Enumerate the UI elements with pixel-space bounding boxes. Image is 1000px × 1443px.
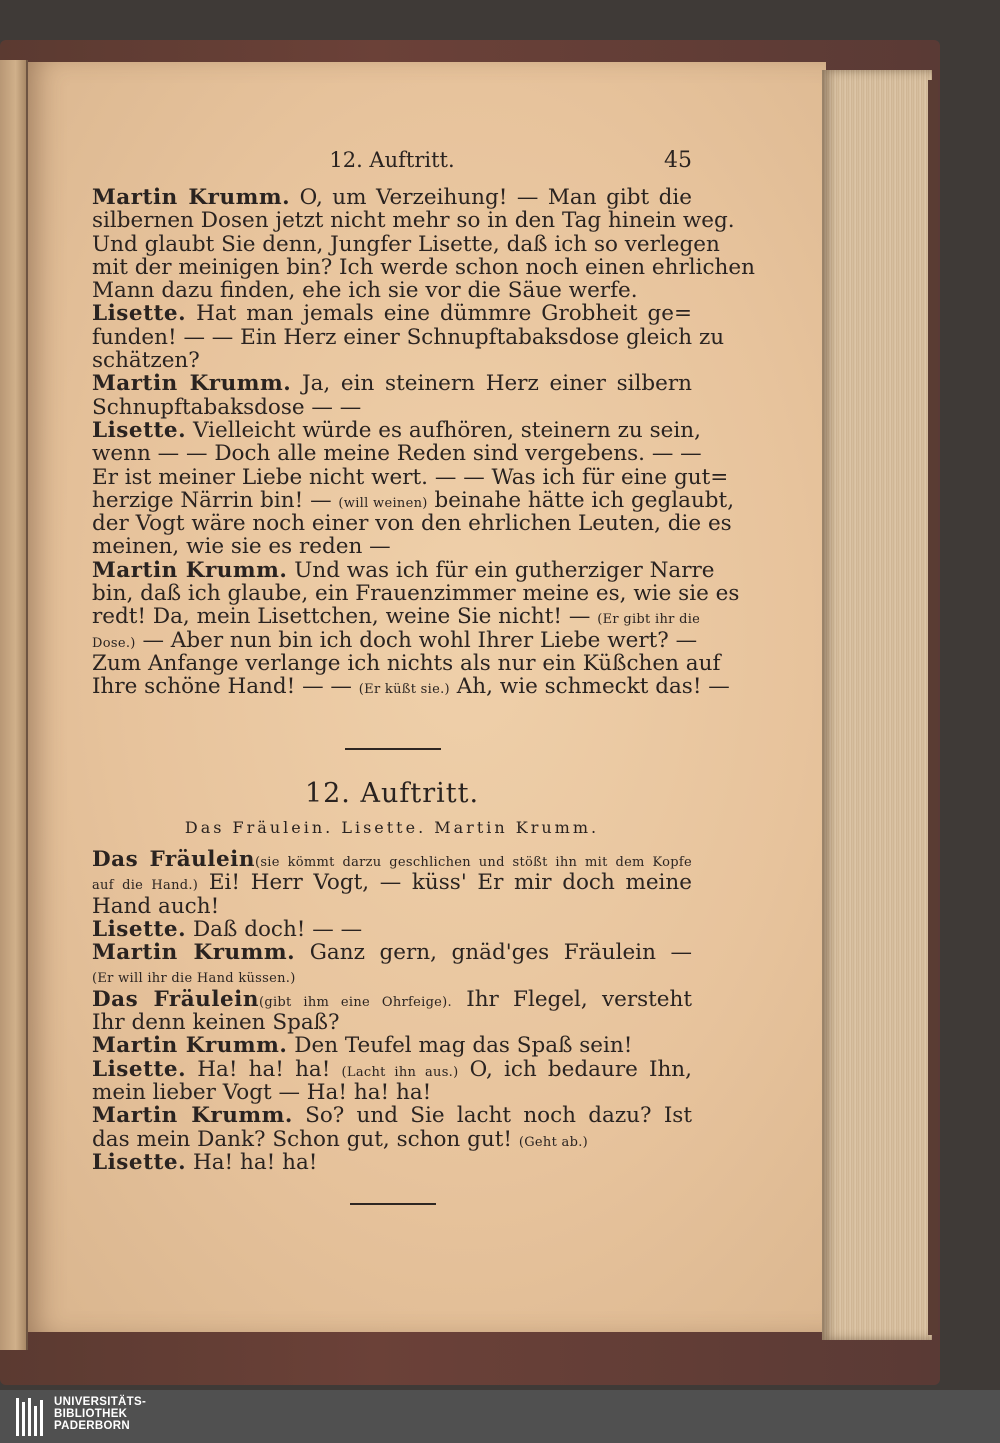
end-divider <box>350 1203 436 1205</box>
dialogue-block-1 <box>92 185 755 700</box>
text-line <box>92 487 735 513</box>
speaker-name: Das Fräulein <box>92 847 255 872</box>
line-text: funden! — — Ein Herz einer Schnupftabaksdose gleich zu <box>92 324 725 350</box>
text-line <box>92 372 692 395</box>
library-logo-icon <box>16 1398 46 1436</box>
footer-bar <box>0 1390 1000 1443</box>
cast-list: Das Fräulein. Lisette. Martin Krumm. <box>184 818 600 837</box>
text-line <box>92 1081 692 1104</box>
speaker-name: Martin Krumm. <box>92 557 288 583</box>
line-text: Ja, ein steinern Herz einer silbern <box>291 371 692 397</box>
text-line <box>92 464 729 490</box>
text-line <box>92 1011 692 1034</box>
text-line <box>92 895 692 918</box>
section-divider <box>345 748 441 750</box>
stage-direction: Dose.) <box>92 635 136 651</box>
text-line <box>92 627 698 653</box>
line-text: wenn — — Doch alle meine Reden sind vergebens. — — <box>92 441 702 467</box>
logo-line-2: BIBLIOTHEK <box>54 1408 128 1420</box>
speaker-name: Martin Krumm. <box>92 940 296 966</box>
stage-direction: (Er küßt sie.) <box>358 682 450 698</box>
line-text: beinahe hätte ich geglaubt, <box>434 487 735 513</box>
stage-direction: (Er will ihr die Hand küssen.) <box>92 971 296 987</box>
speaker-name: Lisette. <box>92 301 187 327</box>
line-text: mit der meinigen bin? Ich werde schon noch einen ehrlichen <box>92 254 755 280</box>
text-line <box>92 1128 692 1151</box>
text-line <box>92 396 692 419</box>
speaker-name: Das Fräulein <box>92 986 259 1012</box>
line-text: herzige Närrin bin! — <box>92 487 332 513</box>
text-line <box>92 441 702 467</box>
line-text: O, um Verzeihung! — Man gibt die <box>290 185 692 210</box>
line-text: Vielleicht würde es aufhören, steinern zu sein, <box>186 417 701 443</box>
text-line <box>92 324 725 350</box>
text-line <box>92 918 692 941</box>
library-logo-text <box>54 1396 146 1432</box>
stage-direction: auf die Hand.) <box>92 878 199 894</box>
text-line <box>92 650 721 676</box>
line-text: Ei! Herr Vogt, — küss' Er mir doch meine <box>208 870 692 896</box>
text-line <box>92 535 692 558</box>
speaker-name: Lisette. <box>92 916 187 942</box>
text-line <box>92 557 715 583</box>
speaker-name: Lisette. <box>92 1149 187 1175</box>
left-page-edge <box>0 60 28 1350</box>
line-text: Ihr Flegel, versteht <box>466 986 692 1012</box>
line-text: der Vogt wäre noch einer von den ehrlichen Leuten, die es <box>92 511 732 537</box>
logo-line-3: PADERBORN <box>54 1420 130 1432</box>
text-line <box>92 1151 692 1174</box>
text-line <box>92 1104 692 1127</box>
text-line <box>92 964 692 987</box>
line-text: Und glaubt Sie denn, Jungfer Lisette, daß ich so verlegen <box>92 231 720 257</box>
line-text: Schnupftabaksdose — — <box>92 394 362 420</box>
dialogue-block-2 <box>92 848 692 1174</box>
text-line <box>92 254 755 280</box>
text-line <box>92 604 701 630</box>
running-head <box>92 148 692 178</box>
text-line <box>92 941 692 964</box>
text-line <box>92 988 692 1011</box>
speaker-name: Martin Krumm. <box>92 1033 288 1059</box>
text-line <box>92 871 692 894</box>
line-text: redt! Da, mein Lisettchen, weine Sie nicht! — <box>92 604 591 630</box>
speaker-name: Martin Krumm. <box>92 1103 293 1129</box>
line-text: Daß doch! — — <box>186 916 363 942</box>
page-stack-edges <box>822 70 932 1340</box>
line-text: mein lieber Vogt — Ha! ha! ha! <box>92 1079 432 1105</box>
stage-direction: (gibt ihm eine Ohrfeige). <box>258 994 452 1010</box>
stage-direction: (Geht ab.) <box>518 1134 589 1150</box>
line-text: Ha! ha! ha! <box>186 1149 318 1175</box>
binding-edge <box>928 80 938 1335</box>
line-text: meinen, wie sie es reden — <box>92 534 391 560</box>
text-line <box>92 231 720 257</box>
line-text: Ganz gern, gnäd'ges Fräulein — <box>295 940 692 966</box>
text-line <box>92 279 692 302</box>
line-text: Ah, wie schmeckt das! — <box>456 674 730 700</box>
line-text: schätzen? <box>92 348 200 374</box>
line-text: Ihr denn keinen Spaß? <box>92 1010 340 1036</box>
stage-direction: (sie kömmt darzu geschlichen und stößt ihn mit dem Kopfe <box>254 855 693 870</box>
line-text: O, ich bedaure Ihn, <box>469 1056 692 1082</box>
text-line <box>92 848 692 871</box>
text-line <box>92 1034 692 1057</box>
line-text: bin, daß ich glaube, ein Frauenzimmer meine es, wie sie es <box>92 581 740 607</box>
text-line <box>92 417 701 443</box>
line-text: So? und Sie lacht noch dazu? Ist <box>292 1103 692 1129</box>
logo-line-1: UNIVERSITÄTS- <box>54 1396 147 1408</box>
scene-heading: 12. Auftritt. <box>304 778 480 809</box>
stage-direction: (will weinen) <box>338 495 428 511</box>
line-text: — Aber nun bin ich doch wohl Ihrer Liebe wert? — <box>142 627 698 653</box>
line-text: Und was ich für ein gutherziger Narre <box>287 557 715 583</box>
line-text: Hand auch! <box>92 893 220 919</box>
running-title: 12. Auftritt. <box>329 148 455 172</box>
line-text: Hat man jemals eine dümmre Grobheit ge= <box>186 301 692 327</box>
speaker-name: Martin Krumm. <box>92 185 291 210</box>
line-text: Er ist meiner Liebe nicht wert. — — Was ich für eine gut= <box>92 464 729 490</box>
line-text: Ha! ha! ha! <box>186 1056 331 1082</box>
line-text: das mein Dank? Schon gut, schon gut! <box>92 1126 513 1152</box>
text-line <box>92 208 735 234</box>
stage-direction: (Lacht ihn aus.) <box>341 1064 459 1080</box>
line-text: Mann dazu finden, ehe ich sie vor die Säue werfe. <box>92 278 638 304</box>
speaker-name: Lisette. <box>92 1056 187 1082</box>
line-text: Den Teufel mag das Spaß sein! <box>287 1033 633 1059</box>
line-text: Zum Anfange verlange ich nichts als nur ein Küßchen auf <box>92 650 721 676</box>
stage-direction: (Er gibt ihr die <box>597 612 701 628</box>
line-text: silbernen Dosen jetzt nicht mehr so in den Tag hinein weg. <box>92 208 735 234</box>
text-line <box>92 349 692 372</box>
text-line <box>92 581 740 607</box>
page-number: 45 <box>664 148 692 173</box>
text-line <box>92 674 730 700</box>
speaker-name: Lisette. <box>92 417 187 443</box>
text-line <box>92 302 692 325</box>
text-line <box>92 1058 692 1081</box>
text-line <box>92 186 692 209</box>
text-line <box>92 511 732 537</box>
line-text: Ihre schöne Hand! — — <box>92 674 352 700</box>
speaker-name: Martin Krumm. <box>92 371 292 397</box>
